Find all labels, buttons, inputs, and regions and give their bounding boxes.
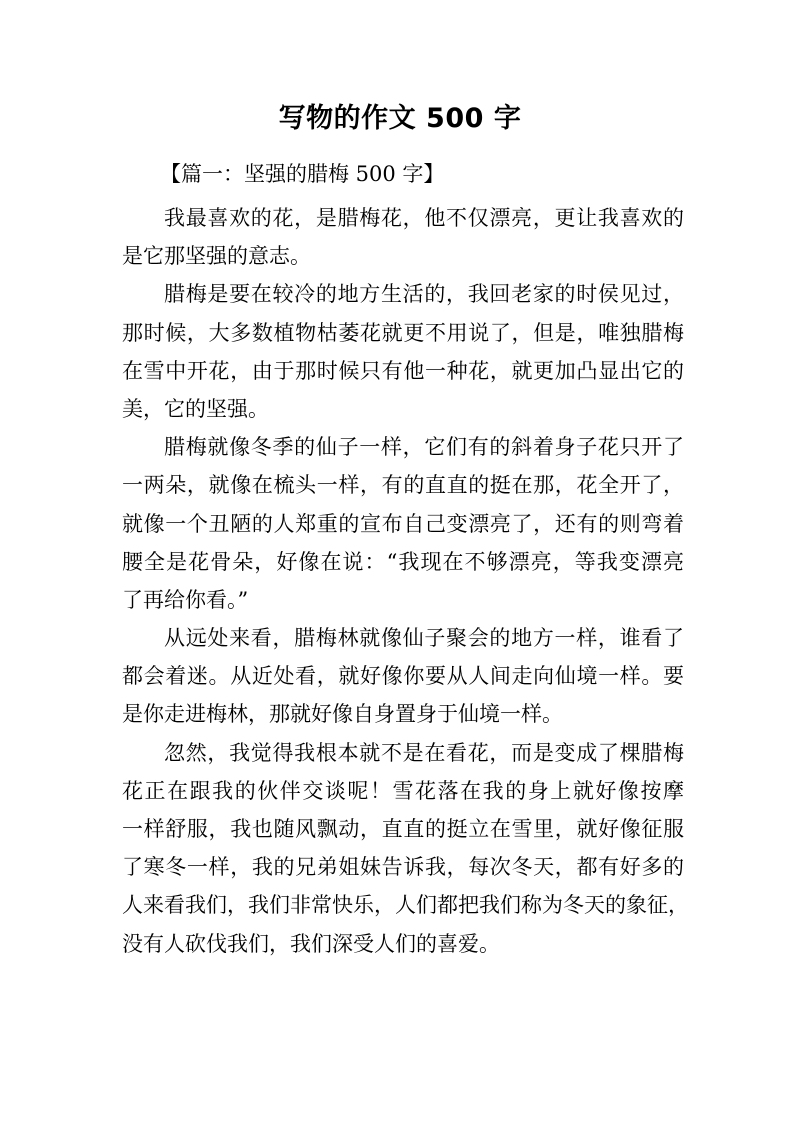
section-heading: 【篇一：坚强的腊梅 500 字】 [160,162,445,186]
document-title: 写物的作文 500 字 [278,103,522,134]
paragraph-line: 是它那坚强的意志。 [122,244,311,269]
paragraph-line: 人来看我们，我们非常快乐，人们都把我们称为冬天的象征， [122,893,689,918]
paragraph-line: 我最喜欢的花，是腊梅花，他不仅漂亮，更让我喜欢的 [164,206,684,230]
paragraph [122,275,684,428]
paragraph-line: 腊梅就像冬季的仙子一样，它们有的斜着身子花只开了 [164,435,684,460]
paragraph-line: 那时候，大多数植物枯萎花就更不用说了，但是，唯独腊梅 [122,320,684,345]
paragraph-line: 一样舒服，我也随风飘动，直直的挺立在雪里，就好像征服 [122,817,684,841]
paragraph-line: 是你走进梅林，那就好像自身置身于仙境一样。 [122,702,563,727]
paragraph-line: 从远处来看，腊梅林就像仙子聚会的地方一样，谁看了 [164,626,684,651]
paragraph-line: 了寒冬一样，我的兄弟姐妹告诉我，每次冬天，都有好多的 [122,855,684,880]
paragraph-line: 都会着迷。从近处看，就好像你要从人间走向仙境一样。要 [122,664,684,689]
paragraph-line: 就像一个丑陋的人郑重的宣布自己变漂亮了，还有的则弯着 [122,511,684,536]
paragraph [122,734,689,963]
paragraph-line: 了再给你看。” [122,587,249,612]
paragraph [122,199,684,275]
paragraph-line: 在雪中开花，由于那时候只有他一种花，就更加凸显出它的 [122,358,684,383]
paragraph [122,619,684,734]
paragraph-line: 腰全是花骨朵，好像在说：“我现在不够漂亮，等我变漂亮 [122,549,684,574]
paragraph-line: 腊梅是要在较冷的地方生活的，我回老家的时侯见过， [164,282,684,307]
document-body [122,199,689,963]
paragraph-line: 花正在跟我的伙伴交谈呢！雪花落在我的身上就好像按摩 [122,778,684,803]
paragraph-line: 忽然，我觉得我根本就不是在看花，而是变成了棵腊梅 [164,740,684,765]
paragraph-line: 美，它的坚强。 [122,396,269,421]
paragraph-line: 一两朵，就像在梳头一样，有的直直的挺在那，花全开了， [122,473,684,498]
paragraph-line: 没有人砍伐我们，我们深受人们的喜爱。 [122,931,500,956]
paragraph [122,428,684,619]
